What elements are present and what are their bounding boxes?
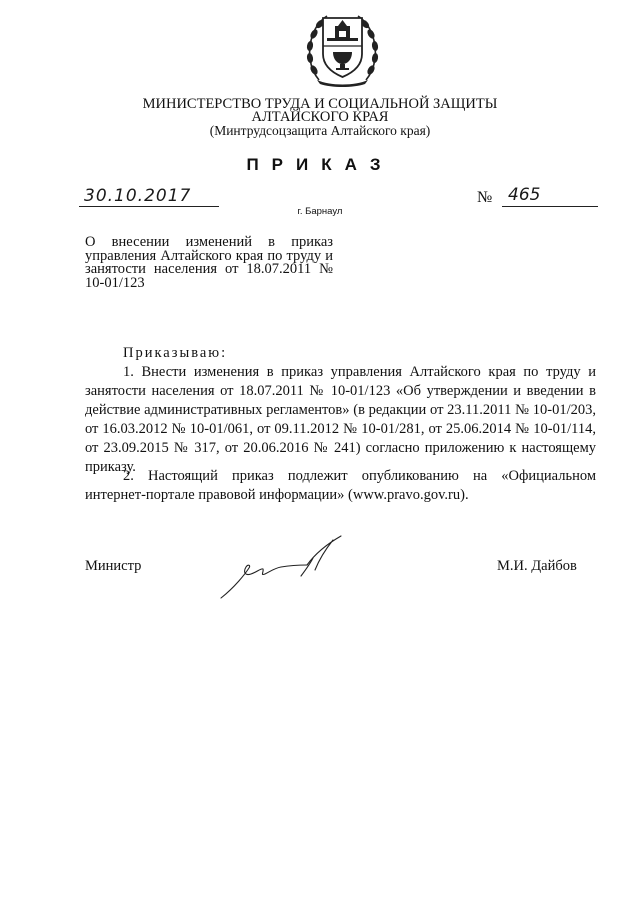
signer-name: М.И. Дайбов: [497, 558, 577, 574]
order-number: 465: [508, 185, 541, 205]
order-subject: О внесении изменений в приказ управления Алтайского края по труду и занятости населения от 18.07.2011 № 10-01/123: [85, 234, 333, 291]
order-number-label: №: [477, 189, 493, 206]
ordering-phrase: Приказываю:: [123, 345, 228, 361]
signer-position: Министр: [85, 558, 142, 574]
order-paragraph-2: 2. Настоящий приказ подлежит опубликованию на «Официальном интернет-портале правовой информации» (www.pravo.gov.ru).: [85, 468, 596, 503]
order-paragraph-1: 1. Внести изменения в приказ управления Алтайского края по труду и занятости населения от 18.07.2011 № 10-01/123 «Об утверждении и введении в действие административных регламентов» (в редакции от 23.11.2011 № 10-01/203, от 16.03.2012 № 10-01/061, от 09.11.2012 № 10-01/281, от 25.06.2014 № 10-01/114, от 23.09.2015 № 317, от 20.06.2016 № 241) согласно приложению к настоящему приказу.: [85, 364, 596, 475]
coat-of-arms-emblem: [305, 10, 380, 88]
city: г. Барнаул: [297, 206, 343, 217]
order-date: 30.10.2017: [84, 186, 192, 206]
document-type-title: ПРИКАЗ: [246, 155, 394, 174]
ministry-name-line2: АЛТАЙСКОГО КРАЯ: [251, 109, 389, 125]
ministry-name-line1: МИНИСТЕРСТВО ТРУДА И СОЦИАЛЬНОЙ ЗАЩИТЫ: [142, 96, 498, 112]
ministry-short-name: (Минтрудсоцзащита Алтайского края): [209, 123, 431, 138]
handwritten-signature: [215, 532, 355, 604]
